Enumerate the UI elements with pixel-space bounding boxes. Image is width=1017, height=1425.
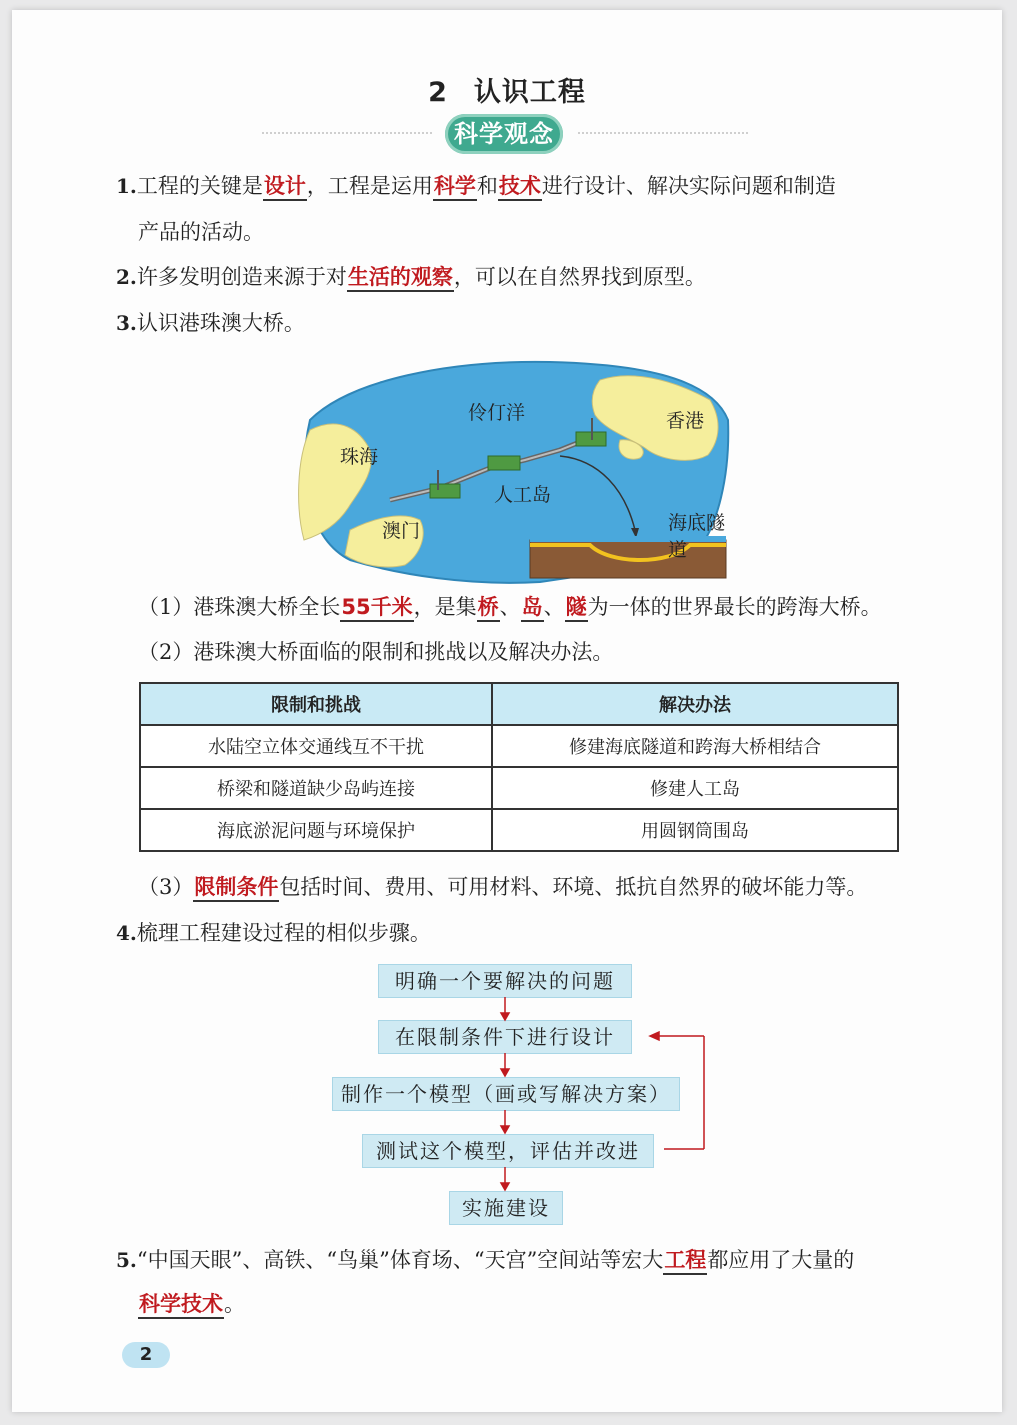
q4-text: 梳理工程建设过程的相似步骤。 bbox=[136, 921, 431, 945]
divider-left bbox=[262, 132, 432, 136]
answer-engineering: 工程 bbox=[663, 1248, 707, 1275]
q3-1-text-4: 、 bbox=[543, 595, 565, 619]
flow-step-4: 测试这个模型，评估并改进 bbox=[362, 1134, 654, 1168]
q3-1-text-5: 为一体的世界最长的跨海大桥。 bbox=[587, 595, 882, 619]
label-lingding-sea: 伶仃洋 bbox=[468, 402, 526, 424]
label-hongkong: 香港 bbox=[666, 410, 705, 432]
q5-text-3: 。 bbox=[224, 1292, 245, 1316]
question-number: 5. bbox=[116, 1248, 137, 1272]
question-2 bbox=[116, 263, 706, 291]
flow-step-3: 制作一个模型（画或写解决方案） bbox=[332, 1077, 680, 1111]
q2-text-2: ，可以在自然界找到原型。 bbox=[453, 265, 706, 289]
table-cell: 修建人工岛 bbox=[492, 767, 898, 809]
label-zhuhai: 珠海 bbox=[340, 446, 379, 468]
question-5 bbox=[116, 1246, 854, 1274]
flow-step-2: 在限制条件下进行设计 bbox=[378, 1020, 632, 1054]
question-3-3 bbox=[138, 873, 867, 901]
answer-length: 55千米 bbox=[340, 595, 413, 622]
lesson-title: 认识工程 bbox=[473, 77, 586, 108]
answer-tunnel: 隧 bbox=[565, 595, 588, 622]
divider-right bbox=[578, 132, 748, 136]
q5-text-2: 都应用了大量的 bbox=[707, 1248, 855, 1272]
answer-science: 科学 bbox=[433, 174, 477, 201]
table-row bbox=[140, 767, 898, 809]
flow-step-5: 实施建设 bbox=[449, 1191, 563, 1225]
table-header-row bbox=[140, 683, 898, 725]
answer-sci-tech: 科学技术 bbox=[138, 1292, 224, 1319]
table-cell: 修建海底隧道和跨海大桥相结合 bbox=[492, 725, 898, 767]
flow-step-1: 明确一个要解决的问题 bbox=[378, 964, 632, 998]
q5-text-1: “中国天眼”、高铁、“鸟巢”体育场、“天宫”空间站等宏大 bbox=[136, 1248, 664, 1272]
q3-1-text-1: （1）港珠澳大桥全长 bbox=[138, 595, 341, 619]
answer-constraints: 限制条件 bbox=[193, 875, 279, 902]
question-number: 3. bbox=[116, 311, 137, 335]
flow-arrows bbox=[492, 995, 722, 1195]
question-1 bbox=[116, 172, 836, 200]
header-solutions: 解决办法 bbox=[492, 683, 898, 725]
question-number: 4. bbox=[116, 921, 137, 945]
section-badge: 科学观念 bbox=[445, 114, 563, 154]
question-3-1 bbox=[138, 593, 882, 621]
bridge-map-illustration bbox=[290, 360, 730, 592]
q3-3-text-1: （3） bbox=[138, 875, 194, 899]
label-macao: 澳门 bbox=[382, 520, 421, 542]
q3-text: 认识港珠澳大桥。 bbox=[136, 311, 305, 335]
answer-design: 设计 bbox=[263, 174, 307, 201]
table-cell: 水陆空立体交通线互不干扰 bbox=[140, 725, 492, 767]
table-row bbox=[140, 725, 898, 767]
header-challenges: 限制和挑战 bbox=[140, 683, 492, 725]
q3-1-text-2: ，是集 bbox=[413, 595, 477, 619]
question-5-cont bbox=[138, 1290, 245, 1318]
question-1-cont: 产品的活动。 bbox=[138, 220, 264, 244]
answer-observation: 生活的观察 bbox=[347, 265, 454, 292]
table-row bbox=[140, 809, 898, 851]
answer-bridge: 桥 bbox=[477, 595, 500, 622]
page-number: 2 bbox=[122, 1342, 170, 1368]
bridge-map bbox=[290, 360, 730, 592]
q2-text-1: 许多发明创造来源于对 bbox=[136, 265, 347, 289]
table-cell: 用圆钢筒围岛 bbox=[492, 809, 898, 851]
question-number: 1. bbox=[116, 174, 137, 198]
answer-technology: 技术 bbox=[498, 174, 542, 201]
question-4 bbox=[116, 919, 431, 947]
table-cell: 桥梁和隧道缺少岛屿连接 bbox=[140, 767, 492, 809]
question-number: 2. bbox=[116, 265, 137, 289]
question-3 bbox=[116, 309, 305, 337]
q1-text-2: ，工程是运用 bbox=[306, 174, 433, 198]
q3-3-text-2: 包括时间、费用、可用材料、环境、抵抗自然界的破坏能力等。 bbox=[279, 875, 868, 899]
q1-text-4: 进行设计、解决实际问题和制造 bbox=[541, 174, 836, 198]
question-3-2: （2）港珠澳大桥面临的限制和挑战以及解决办法。 bbox=[138, 640, 614, 664]
challenges-table bbox=[139, 682, 899, 852]
page-title bbox=[12, 70, 1002, 109]
worksheet-page bbox=[12, 10, 1002, 1412]
table-cell: 海底淤泥问题与环境保护 bbox=[140, 809, 492, 851]
lesson-number: 2 bbox=[428, 77, 448, 108]
q1-text-1: 工程的关键是 bbox=[136, 174, 263, 198]
q1-text-3: 和 bbox=[476, 174, 498, 198]
label-undersea-tunnel: 海底隧道 bbox=[668, 512, 726, 561]
answer-island: 岛 bbox=[521, 595, 544, 622]
q3-1-text-3: 、 bbox=[499, 595, 521, 619]
label-artificial-island: 人工岛 bbox=[494, 484, 552, 506]
